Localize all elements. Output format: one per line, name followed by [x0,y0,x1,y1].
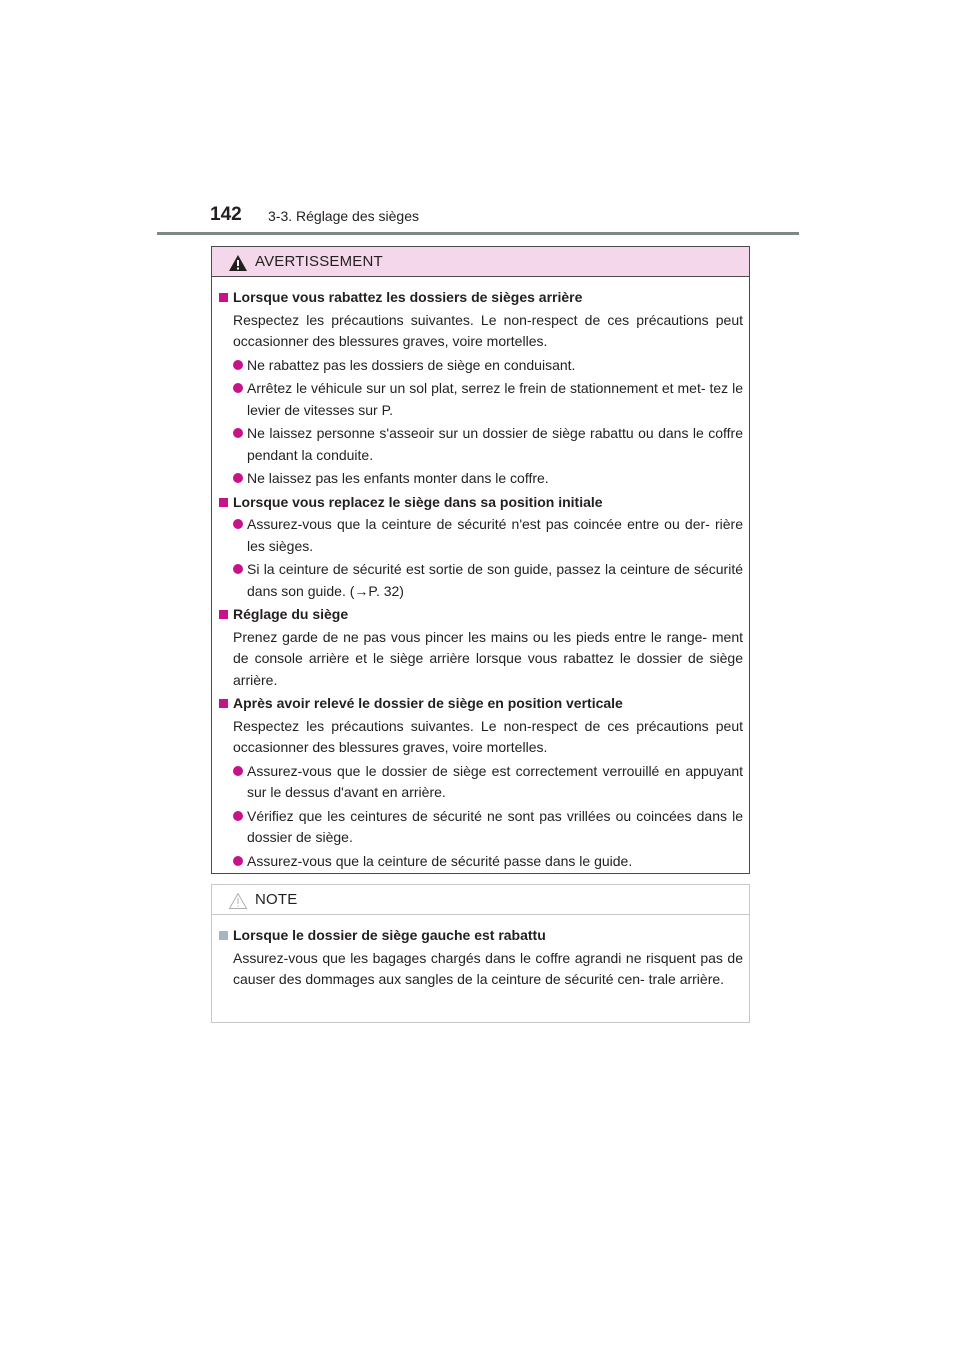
note-box [211,884,750,1023]
warning-bullet: Ne laissez personne s'asseoir sur un dossier de siège rabattu ou dans le coffre pendant la conduite. [218,423,743,466]
warning-bullet: Assurez-vous que la ceinture de sécurité passe dans le guide. [218,851,743,873]
warning-triangle-icon [228,254,248,272]
warning-content [212,277,749,872]
warning-heading: Réglage du siège [218,604,743,626]
warning-paragraph: Respectez les précautions suivantes. Le non-respect de ces précautions peut occasionner des blessures graves, voire mortelles. [233,717,743,755]
warning-paragraph: Prenez garde de ne pas vous pincer les mains ou les pieds entre le range- ment de console arrière et le siège arrière lorsque vous rabattez le dossier de siège arrière. [233,628,743,688]
warning-box [211,246,750,874]
note-title-bar [212,885,749,915]
warning-bullet: Assurez-vous que la ceinture de sécurité n'est pas coincée entre ou der- rière les sièges. [218,514,743,557]
note-content [212,915,749,991]
warning-bullet: Ne laissez pas les enfants monter dans le coffre. [218,468,743,490]
page-number: 142 [210,204,242,225]
warning-bullet: Assurez-vous que le dossier de siège est correctement verrouillé en appuyant sur le dessus d'avant en arrière. [218,761,743,804]
warning-bullet: Ne rabattez pas les dossiers de siège en conduisant. [218,355,743,377]
warning-heading: Lorsque vous rabattez les dossiers de sièges arrière [218,287,743,309]
note-heading: Lorsque le dossier de siège gauche est rabattu [218,925,743,947]
warning-title-bar [212,247,749,277]
warning-bullet: Si la ceinture de sécurité est sortie de son guide, passez la ceinture de sécurité dans son guide. (→P. 32) [218,559,743,602]
warning-bullet: Vérifiez que les ceintures de sécurité ne sont pas vrillées ou coincées dans le dossier de siège. [218,806,743,849]
warning-paragraph: Respectez les précautions suivantes. Le non-respect de ces précautions peut occasionner des blessures graves, voire mortelles. [233,311,743,349]
caution-outline-triangle-icon [228,892,248,910]
warning-title: AVERTISSEMENT [255,253,383,270]
note-paragraph: Assurez-vous que les bagages chargés dans le coffre agrandi ne risquent pas de causer des dommages aux sangles de la ceinture de sécurité cen- trale arrière. [233,949,743,987]
warning-heading: Lorsque vous replacez le siège dans sa position initiale [218,492,743,514]
note-title: NOTE [255,891,298,908]
header-rule [157,232,799,235]
warning-bullet: Arrêtez le véhicule sur un sol plat, serrez le frein de stationnement et met- tez le levier de vitesses sur P. [218,378,743,421]
section-title: 3-3. Réglage des sièges [268,208,419,224]
warning-heading: Après avoir relevé le dossier de siège en position verticale [218,693,743,715]
